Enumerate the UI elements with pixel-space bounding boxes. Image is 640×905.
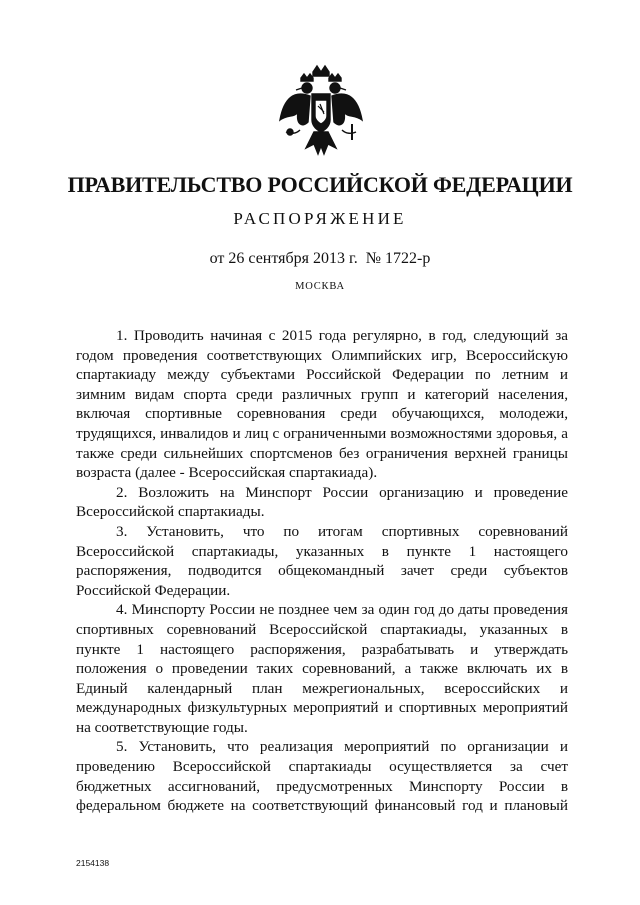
- paragraph-5: 5. Установить, что реализация мероприятий по организации и проведению Всероссийской спартакиады осуществляется за счет бюджетных ассигнований, предусмотренных Минспорту России в федеральном бюджете на соответствующий финансовый год и плановый: [76, 738, 568, 815]
- footer-document-number: 2154138: [76, 858, 110, 868]
- government-title: ПРАВИТЕЛЬСТВО РОССИЙСКОЙ ФЕДЕРАЦИИ: [67, 172, 573, 197]
- document-type: РАСПОРЯЖЕНИЕ: [233, 209, 407, 228]
- paragraph-4: 4. Минспорту России не позднее чем за один год до даты проведения спортивных соревнований Всероссийской спартакиады, указанных в пункте 1 настоящего распоряжения, разрабатывать и утверждать положения о проведении таких соревнований, а также включать их в Единый календарный план межрегиональных, всероссийских и международных физкультурных мероприятий и спортивных мероприятий на соответствующие годы.: [76, 601, 568, 736]
- document-city: МОСКВА: [295, 281, 345, 292]
- document-date-number: от 26 сентября 2013 г. № 1722-р: [209, 250, 431, 267]
- paragraph-1: 1. Проводить начиная с 2015 года регулярно, в год, следующий за годом проведения соответствующих Олимпийских игр, Всероссийскую спартакиаду между субъектами Российской Федерации по летним и зимним видам спорта среди различных групп и категорий населения, включая спортивные соревнования среди обучающихся, молодежи, трудящихся, инвалидов и лиц с ограниченными возможностями здоровья, а также среди сильнейших спортсменов без ограничения верхней границы возраста (далее - Всероссийская спартакиада).: [76, 327, 568, 482]
- paragraph-3: 3. Установить, что по итогам спортивных соревнований Всероссийской спартакиады, указанных в пункте 1 настоящего распоряжения, подводится общекомандный зачет среди субъектов Российской Федерации.: [76, 522, 568, 599]
- paragraph-2: 2. Возложить на Минспорт России организацию и проведение Всероссийской спартакиады.: [76, 483, 568, 521]
- coat-of-arms-icon: [276, 62, 366, 162]
- document-body: [76, 326, 568, 816]
